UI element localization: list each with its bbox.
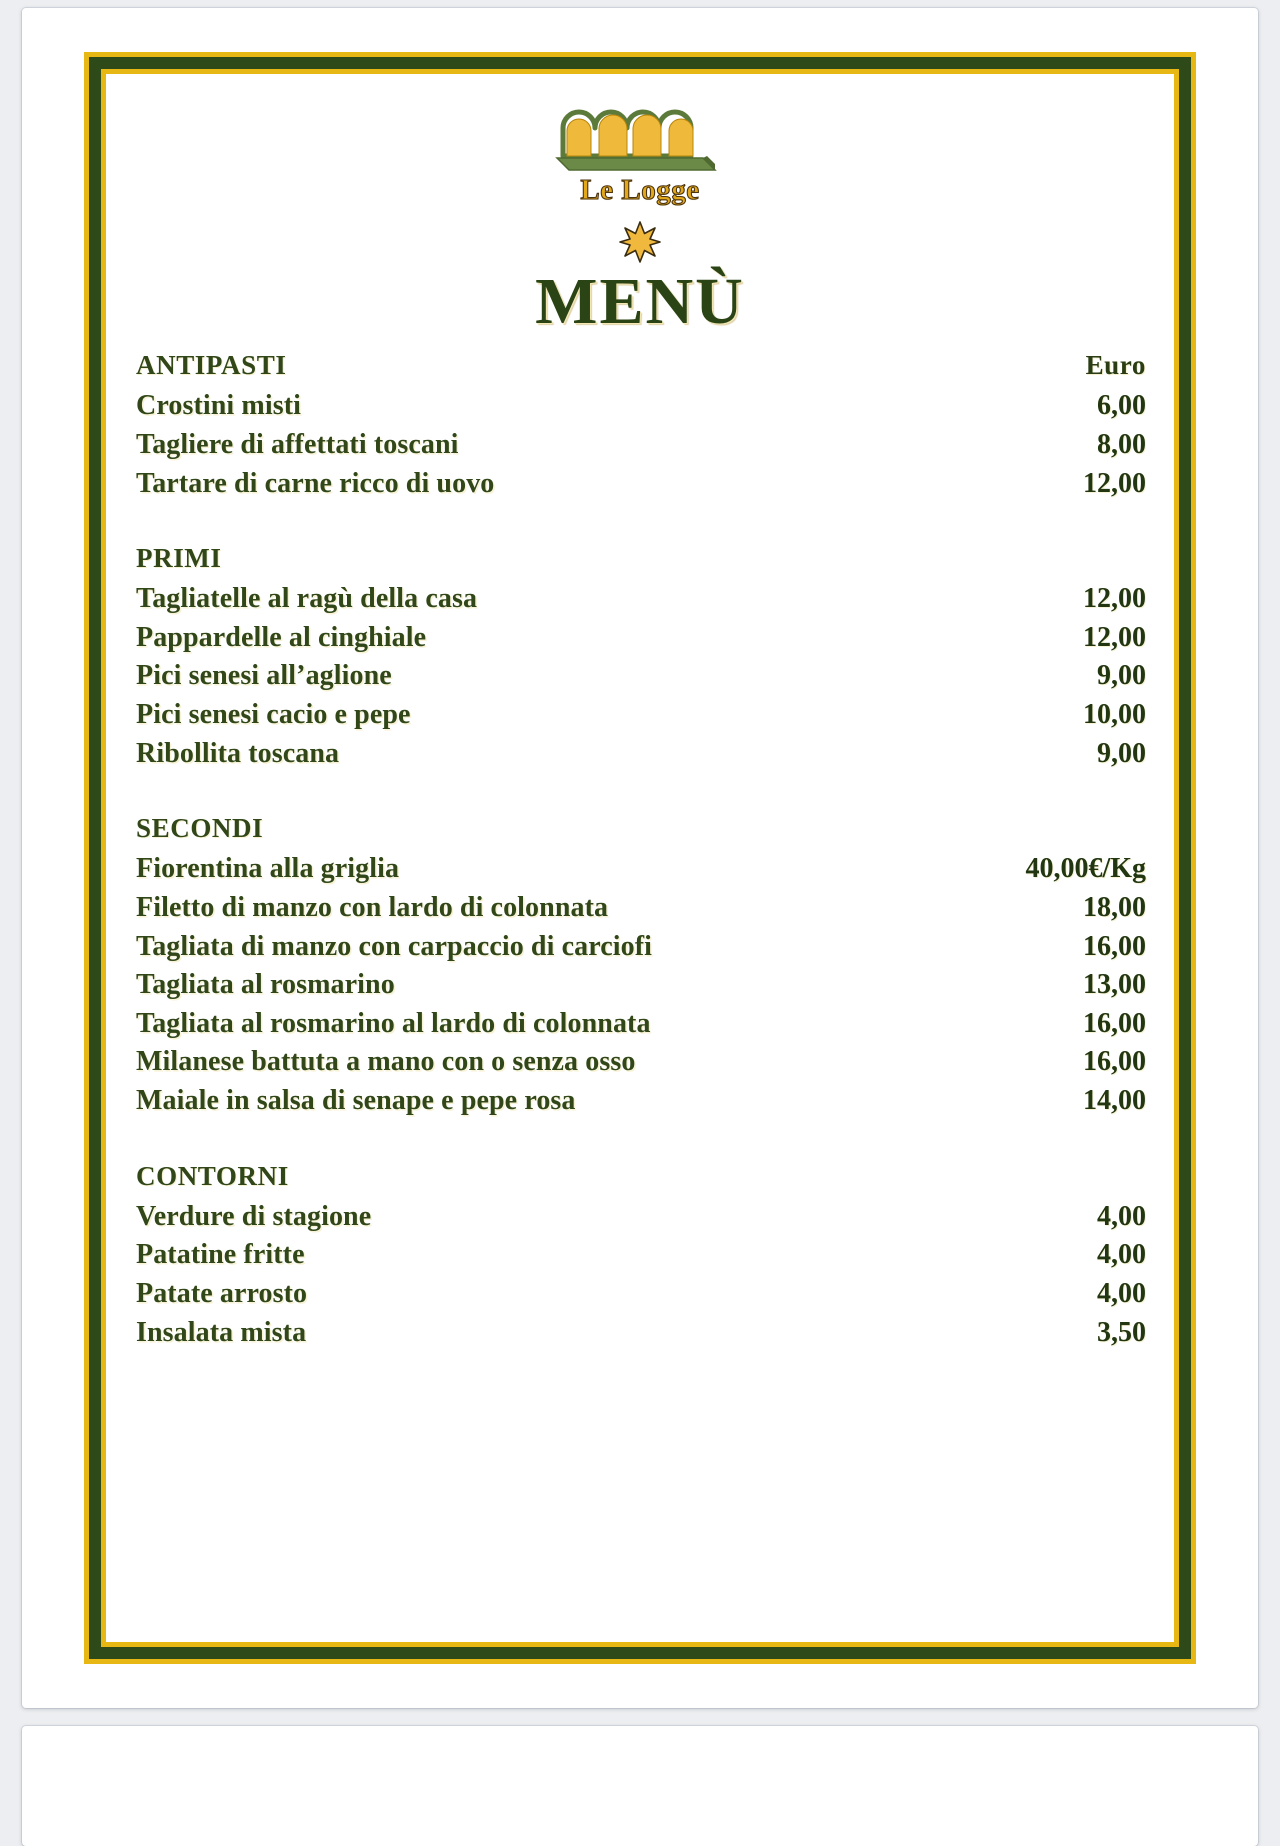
- menu-section: [136, 1161, 1150, 1353]
- menu-section: [136, 350, 1150, 503]
- menu-item-price: 14,00: [1083, 1085, 1146, 1117]
- menu-item-row: [136, 966, 1150, 1005]
- menu-item-row: [136, 696, 1150, 735]
- menu-item-row: [136, 465, 1150, 504]
- menu-item-name: Tagliata di manzo con carpaccio di carciofi: [136, 930, 653, 962]
- next-page-sheet: [22, 1726, 1258, 1846]
- menu-item-name: Crostini misti: [136, 390, 301, 422]
- menu-item-name: Milanese battuta a mano con o senza osso: [136, 1046, 636, 1078]
- menu-item-name: Patate arrosto: [136, 1277, 308, 1309]
- section-heading: [136, 1161, 1150, 1192]
- section-heading: [136, 350, 1150, 381]
- le-logge-loggia-logo: [555, 98, 725, 176]
- menu-sections: [112, 336, 1168, 1352]
- decorative-frame-inner-gold: [101, 69, 1179, 1647]
- section-heading: [136, 813, 1150, 844]
- menu-item-row: [136, 619, 1150, 658]
- section-heading: [136, 543, 1150, 574]
- section-title-text: ANTIPASTI: [136, 350, 287, 381]
- menu-item-price: 12,00: [1083, 621, 1146, 653]
- menu-item-name: Verdure di stagione: [136, 1200, 372, 1232]
- menu-item-name: Maiale in salsa di senape e pepe rosa: [136, 1085, 576, 1117]
- menu-item-price: 10,00: [1083, 699, 1146, 731]
- menu-item-price: 8,00: [1097, 428, 1146, 460]
- menu-item-name: Tagliere di affettati toscani: [136, 428, 459, 460]
- menu-item-price: 12,00: [1083, 583, 1146, 615]
- menu-item-row: [136, 928, 1150, 967]
- section-title-text: SECONDI: [136, 813, 264, 844]
- menu-item-name: Tartare di carne ricco di uovo: [136, 467, 495, 499]
- menu-item-price: 16,00: [1083, 930, 1146, 962]
- menu-item-name: Fiorentina alla griglia: [136, 853, 400, 885]
- menu-section: [136, 813, 1150, 1120]
- section-title-text: PRIMI: [136, 543, 222, 574]
- menu-item-row: [136, 1314, 1150, 1353]
- menu-item-row: [136, 1043, 1150, 1082]
- section-title-text: CONTORNI: [136, 1160, 289, 1191]
- menu-item-row: [136, 1275, 1150, 1314]
- menu-item-price: 16,00: [1083, 1007, 1146, 1039]
- menu-item-name: Tagliata al rosmarino al lardo di colonnata: [136, 1007, 651, 1039]
- menu-item-name: Pici senesi all’aglione: [136, 660, 392, 692]
- menu-content-area: [106, 74, 1174, 1642]
- logo-wordmark: Le Logge: [580, 174, 700, 206]
- menu-header: [112, 80, 1168, 336]
- menu-item-row: [136, 657, 1150, 696]
- menu-item-price: 18,00: [1083, 891, 1146, 923]
- menu-item-name: Tagliatelle al ragù della casa: [136, 583, 478, 615]
- menu-item-price: 4,00: [1097, 1277, 1146, 1309]
- menu-page-sheet: [22, 8, 1258, 1708]
- menu-item-row: [136, 1236, 1150, 1275]
- menu-item-price: 40,00€/Kg: [1025, 853, 1146, 885]
- eight-point-star-icon: [619, 221, 661, 263]
- menu-item-row: [136, 426, 1150, 465]
- menu-item-price: 6,00: [1097, 390, 1146, 422]
- decorative-frame-green: [89, 57, 1191, 1659]
- menu-item-row: [136, 1005, 1150, 1044]
- menu-item-row: [136, 850, 1150, 889]
- menu-item-name: Ribollita toscana: [136, 737, 340, 769]
- page-title: MENÙ: [535, 265, 745, 338]
- menu-item-name: Pappardelle al cinghiale: [136, 621, 427, 653]
- menu-item-price: 4,00: [1097, 1239, 1146, 1271]
- menu-item-name: Pici senesi cacio e pepe: [136, 699, 411, 731]
- decorative-frame-outer-gold: [84, 52, 1196, 1664]
- menu-item-price: 3,50: [1097, 1316, 1146, 1348]
- menu-item-row: [136, 580, 1150, 619]
- menu-item-price: 13,00: [1083, 969, 1146, 1001]
- currency-column-header: Euro: [1085, 350, 1146, 381]
- menu-item-price: 16,00: [1083, 1046, 1146, 1078]
- menu-item-name: Patatine fritte: [136, 1239, 305, 1271]
- menu-item-name: Tagliata al rosmarino: [136, 969, 395, 1001]
- menu-item-price: 9,00: [1097, 660, 1146, 692]
- menu-item-row: [136, 387, 1150, 426]
- menu-item-row: [136, 1198, 1150, 1237]
- menu-item-price: 12,00: [1083, 467, 1146, 499]
- menu-section: [136, 543, 1150, 773]
- menu-item-row: [136, 889, 1150, 928]
- menu-item-price: 9,00: [1097, 737, 1146, 769]
- menu-item-name: Filetto di manzo con lardo di colonnata: [136, 891, 609, 923]
- menu-item-row: [136, 735, 1150, 774]
- menu-item-name: Insalata mista: [136, 1316, 307, 1348]
- menu-item-row: [136, 1082, 1150, 1121]
- menu-item-price: 4,00: [1097, 1200, 1146, 1232]
